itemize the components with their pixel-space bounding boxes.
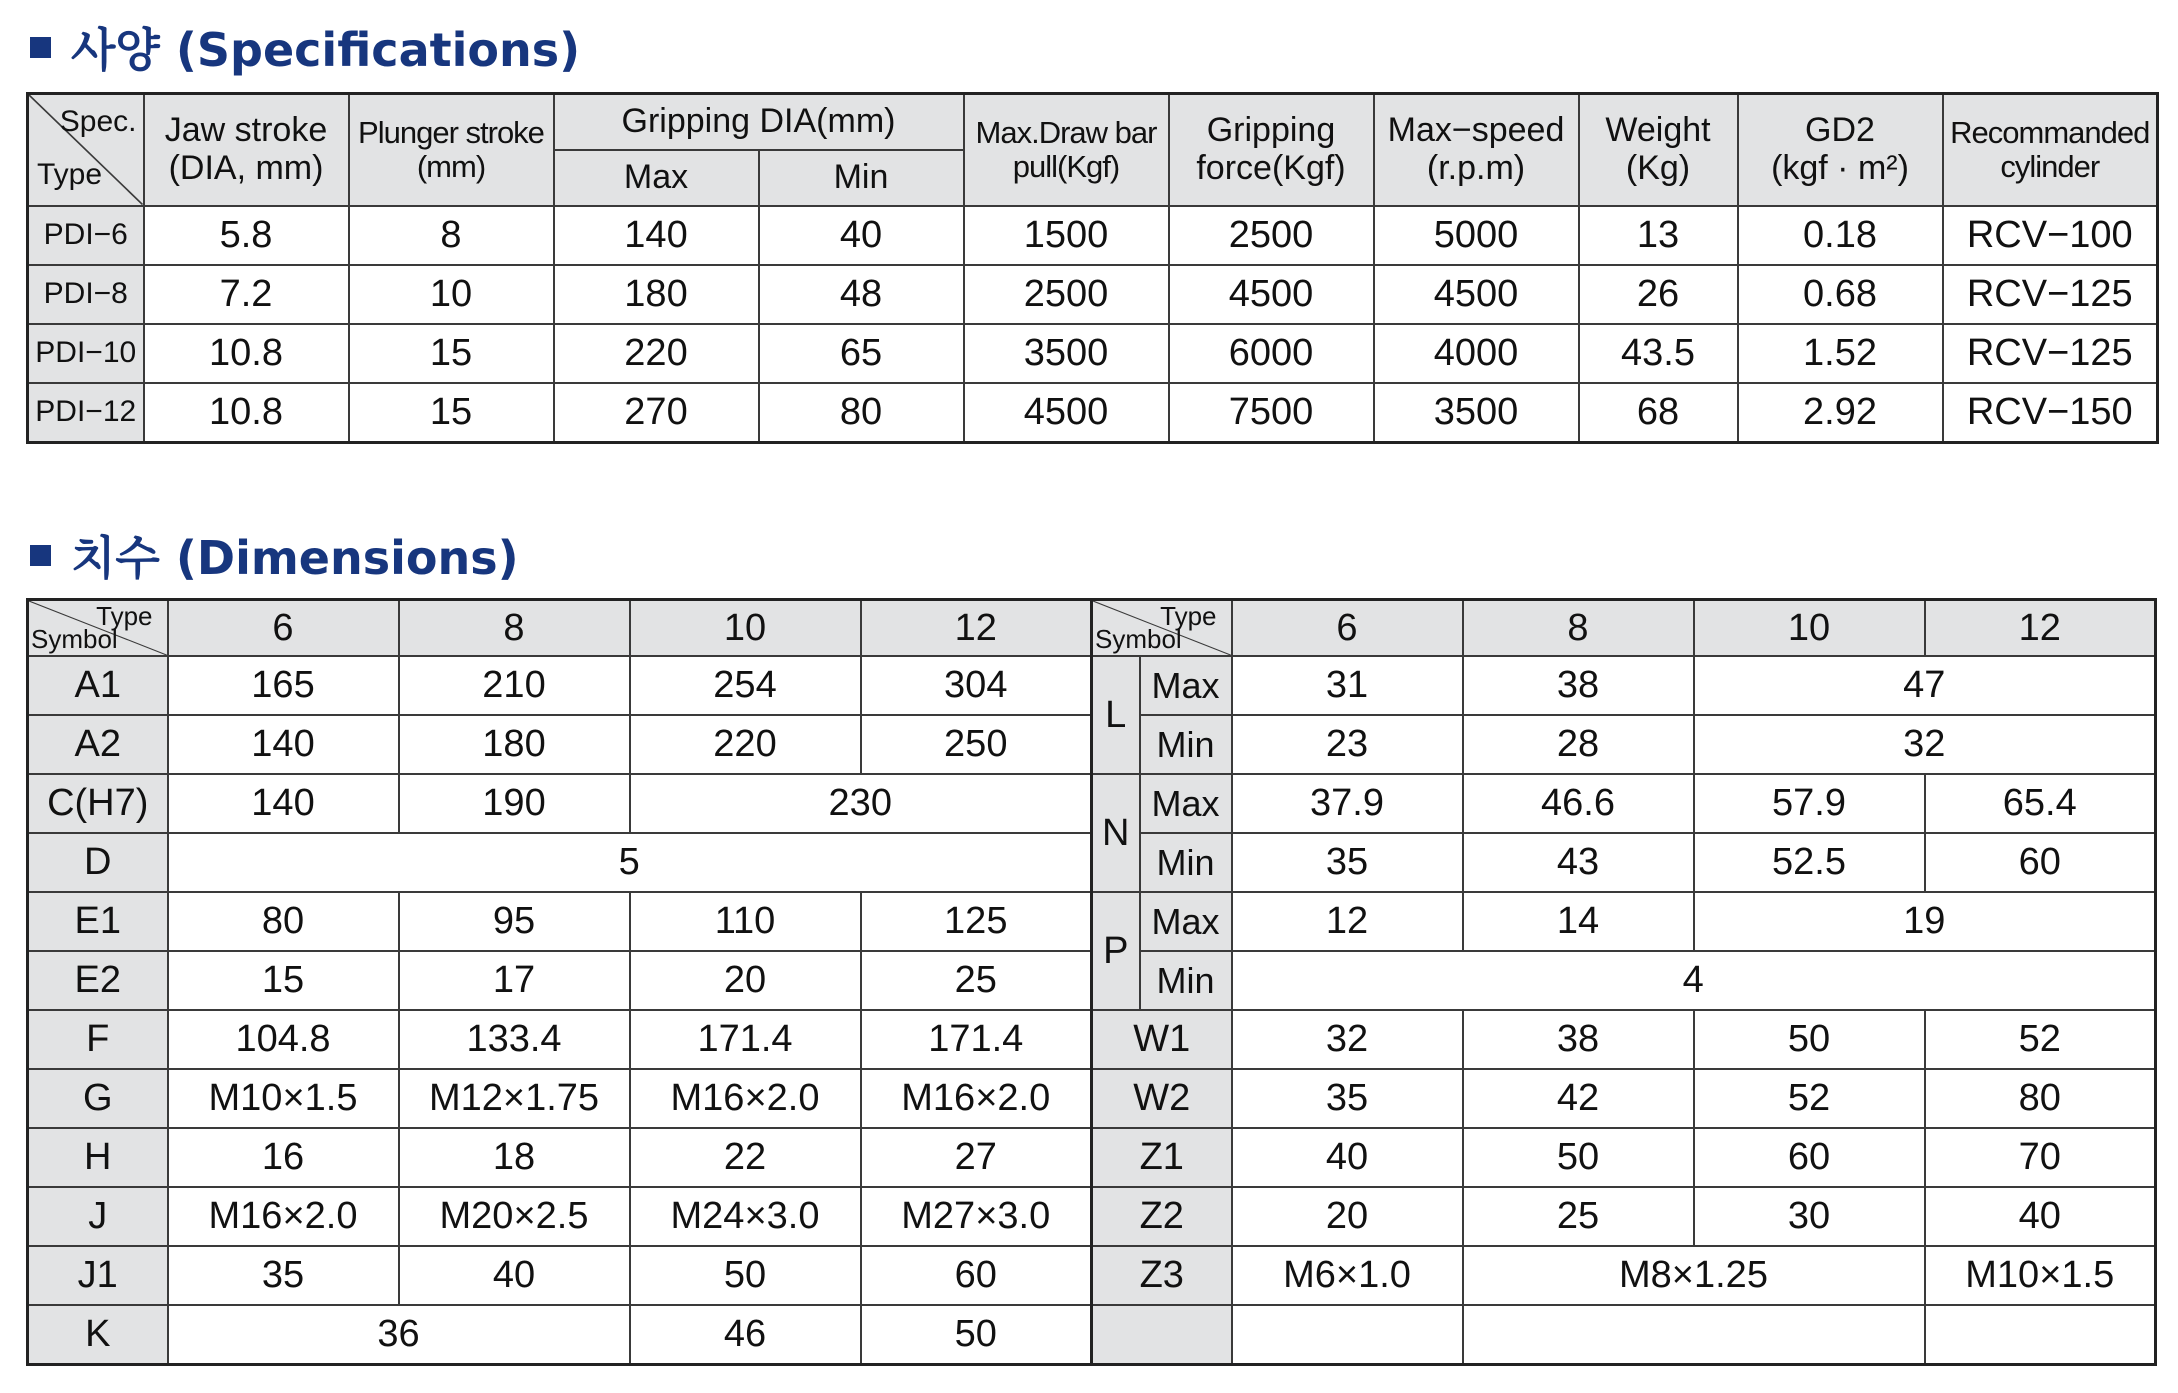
value-cell: M6×1.0: [1232, 1246, 1463, 1305]
dim-row-a1: [28, 656, 1092, 715]
value-cell: 19: [1694, 892, 2156, 951]
type-header-8: 8: [1463, 600, 1694, 657]
value-cell: 70: [1925, 1128, 2156, 1187]
gripping-force-cell: 7500: [1169, 383, 1374, 443]
draw-bar-pull-cell: 2500: [964, 265, 1169, 324]
value-cell: 32: [1232, 1010, 1463, 1069]
gd2-cell: 0.68: [1738, 265, 1943, 324]
dim-row-p-max: [1092, 892, 2156, 951]
value-cell: 20: [1232, 1187, 1463, 1246]
min-label-cell: Min: [1140, 715, 1232, 774]
cylinder-cell: RCV−125: [1943, 324, 2158, 383]
symbol-cell: N: [1092, 774, 1140, 892]
value-cell: 32: [1694, 715, 2156, 774]
value-cell: 25: [1463, 1187, 1694, 1246]
gripping-max-cell: 270: [554, 383, 759, 443]
type-cell: PDI−6: [28, 206, 144, 265]
value-cell: 171.4: [861, 1010, 1092, 1069]
value-cell: 43: [1463, 833, 1694, 892]
dim-row-e2: [28, 951, 1092, 1010]
empty-cell: [1463, 1305, 1925, 1365]
gd2-cell: 1.52: [1738, 324, 1943, 383]
type-corner-label: Type: [1160, 601, 1217, 631]
spec-type-corner-cell: [28, 94, 144, 206]
cylinder-cell: RCV−100: [1943, 206, 2158, 265]
value-cell: 171.4: [630, 1010, 861, 1069]
value-cell: 52: [1925, 1010, 2156, 1069]
cylinder-cell: RCV−150: [1943, 383, 2158, 443]
empty-cell: [1925, 1305, 2156, 1365]
value-cell: 50: [1694, 1010, 1925, 1069]
plunger-stroke-header: Plunger stroke (mm): [349, 94, 554, 206]
symbol-cell: L: [1092, 656, 1140, 774]
gripping-max-header: Max: [554, 150, 759, 206]
max-speed-header: Max−speed (r.p.m): [1374, 94, 1579, 206]
max-label-cell: Max: [1140, 892, 1232, 951]
symbol-cell: W1: [1092, 1010, 1232, 1069]
value-cell: 46: [630, 1305, 861, 1365]
type-header-8: 8: [399, 600, 630, 657]
dim-row-empty: [1092, 1305, 2156, 1365]
value-cell: 254: [630, 656, 861, 715]
draw-bar-pull-cell: 1500: [964, 206, 1169, 265]
draw-bar-pull-cell: 4500: [964, 383, 1169, 443]
dim-row-z2: [1092, 1187, 2156, 1246]
recommended-cylinder-header: Recommanded cylinder: [1943, 94, 2158, 206]
type-cell: PDI−10: [28, 324, 144, 383]
value-cell: 60: [861, 1246, 1092, 1305]
symbol-cell: F: [28, 1010, 168, 1069]
dim-row-w2: [1092, 1069, 2156, 1128]
symbol-cell: E2: [28, 951, 168, 1010]
symbol-cell: Z3: [1092, 1246, 1232, 1305]
symbol-cell: G: [28, 1069, 168, 1128]
max-speed-cell: 4000: [1374, 324, 1579, 383]
value-cell: 104.8: [168, 1010, 399, 1069]
value-cell: 165: [168, 656, 399, 715]
value-cell: 5: [168, 833, 1092, 892]
type-corner-label: Type: [96, 601, 153, 631]
value-cell: 57.9: [1694, 774, 1925, 833]
symbol-cell: C(H7): [28, 774, 168, 833]
max-speed-cell: 5000: [1374, 206, 1579, 265]
dim-row-l-min: [1092, 715, 2156, 774]
dim-row-z1: [1092, 1128, 2156, 1187]
gripping-min-cell: 65: [759, 324, 964, 383]
value-cell: 65.4: [1925, 774, 2156, 833]
dim-row-g: [28, 1069, 1092, 1128]
dimensions-table-right: [1090, 598, 2157, 1366]
value-cell: 35: [168, 1246, 399, 1305]
symbol-cell: H: [28, 1128, 168, 1187]
jaw-stroke-header: Jaw stroke (DIA, mm): [144, 94, 349, 206]
value-cell: 140: [168, 715, 399, 774]
specifications-heading: [30, 14, 580, 80]
weight-header: Weight (Kg): [1579, 94, 1738, 206]
value-cell: 50: [630, 1246, 861, 1305]
draw-bar-pull-header: Max.Draw bar pull(Kgf): [964, 94, 1169, 206]
dim-row-n-max: [1092, 774, 2156, 833]
value-cell: 50: [1463, 1128, 1694, 1187]
dimensions-heading: [30, 522, 519, 588]
spec-row: [28, 383, 2158, 443]
value-cell: M20×2.5: [399, 1187, 630, 1246]
value-cell: 14: [1463, 892, 1694, 951]
value-cell: 38: [1463, 656, 1694, 715]
gripping-force-cell: 4500: [1169, 265, 1374, 324]
value-cell: 60: [1694, 1128, 1925, 1187]
empty-symbol-cell: [1092, 1305, 1232, 1365]
symbol-cell: W2: [1092, 1069, 1232, 1128]
value-cell: 18: [399, 1128, 630, 1187]
jaw-stroke-cell: 7.2: [144, 265, 349, 324]
dim-row-h: [28, 1128, 1092, 1187]
symbol-type-corner-cell: [28, 600, 168, 657]
value-cell: 52.5: [1694, 833, 1925, 892]
value-cell: M16×2.0: [168, 1187, 399, 1246]
type-cell: PDI−8: [28, 265, 144, 324]
dim-row-n-min: [1092, 833, 2156, 892]
symbol-cell: A2: [28, 715, 168, 774]
dim-row-z3: [1092, 1246, 2156, 1305]
value-cell: 35: [1232, 1069, 1463, 1128]
dim-row-j: [28, 1187, 1092, 1246]
gripping-force-header: Gripping force(Kgf): [1169, 94, 1374, 206]
gripping-dia-header: Gripping DIA(mm): [554, 94, 964, 150]
symbol-cell: J1: [28, 1246, 168, 1305]
value-cell: M12×1.75: [399, 1069, 630, 1128]
min-label-cell: Min: [1140, 833, 1232, 892]
dim-row-a2: [28, 715, 1092, 774]
weight-cell: 68: [1579, 383, 1738, 443]
value-cell: 16: [168, 1128, 399, 1187]
max-speed-cell: 3500: [1374, 383, 1579, 443]
plunger-stroke-cell: 15: [349, 324, 554, 383]
weight-cell: 26: [1579, 265, 1738, 324]
gd2-header: GD2 (kgf · m²): [1738, 94, 1943, 206]
max-label-cell: Max: [1140, 774, 1232, 833]
gripping-max-cell: 140: [554, 206, 759, 265]
value-cell: M27×3.0: [861, 1187, 1092, 1246]
dim-row-d: [28, 833, 1092, 892]
plunger-stroke-cell: 15: [349, 383, 554, 443]
spec-row: [28, 206, 2158, 265]
gripping-max-cell: 220: [554, 324, 759, 383]
weight-cell: 43.5: [1579, 324, 1738, 383]
value-cell: 36: [168, 1305, 630, 1365]
value-cell: 133.4: [399, 1010, 630, 1069]
specifications-title: 사양 (Specifications): [71, 23, 581, 77]
value-cell: 17: [399, 951, 630, 1010]
value-cell: 27: [861, 1128, 1092, 1187]
value-cell: 230: [630, 774, 1092, 833]
value-cell: 35: [1232, 833, 1463, 892]
value-cell: 40: [1925, 1187, 2156, 1246]
symbol-corner-label: Symbol: [31, 624, 118, 654]
dim-row-f: [28, 1010, 1092, 1069]
spec-corner-label: Spec.: [59, 105, 137, 138]
jaw-stroke-cell: 10.8: [144, 324, 349, 383]
value-cell: M10×1.5: [168, 1069, 399, 1128]
max-speed-cell: 4500: [1374, 265, 1579, 324]
gripping-force-cell: 2500: [1169, 206, 1374, 265]
dim-row-k: [28, 1305, 1092, 1365]
gd2-cell: 2.92: [1738, 383, 1943, 443]
value-cell: M24×3.0: [630, 1187, 861, 1246]
value-cell: 31: [1232, 656, 1463, 715]
dim-row-l-max: [1092, 656, 2156, 715]
value-cell: 250: [861, 715, 1092, 774]
square-bullet-icon: [30, 545, 51, 566]
gripping-force-cell: 6000: [1169, 324, 1374, 383]
weight-cell: 13: [1579, 206, 1738, 265]
square-bullet-icon: [30, 37, 51, 58]
gd2-cell: 0.18: [1738, 206, 1943, 265]
dim-row-j1: [28, 1246, 1092, 1305]
min-label-cell: Min: [1140, 951, 1232, 1010]
plunger-stroke-cell: 8: [349, 206, 554, 265]
gripping-min-header: Min: [759, 150, 964, 206]
dim-row-e1: [28, 892, 1092, 951]
jaw-stroke-cell: 10.8: [144, 383, 349, 443]
type-header-12: 12: [861, 600, 1092, 657]
value-cell: 28: [1463, 715, 1694, 774]
type-header-6: 6: [168, 600, 399, 657]
symbol-cell: A1: [28, 656, 168, 715]
spec-row: [28, 324, 2158, 383]
type-cell: PDI−12: [28, 383, 144, 443]
value-cell: 304: [861, 656, 1092, 715]
value-cell: 40: [399, 1246, 630, 1305]
value-cell: 20: [630, 951, 861, 1010]
value-cell: 30: [1694, 1187, 1925, 1246]
value-cell: 80: [168, 892, 399, 951]
symbol-cell: J: [28, 1187, 168, 1246]
dim-row-p-min: [1092, 951, 2156, 1010]
value-cell: 110: [630, 892, 861, 951]
value-cell: M16×2.0: [630, 1069, 861, 1128]
spec-row: [28, 265, 2158, 324]
type-header-10: 10: [1694, 600, 1925, 657]
dimensions-title: 치수 (Dimensions): [71, 531, 519, 585]
gripping-min-cell: 40: [759, 206, 964, 265]
dim-row-c: [28, 774, 1092, 833]
value-cell: 22: [630, 1128, 861, 1187]
dimensions-table-left: [26, 598, 1093, 1366]
value-cell: 125: [861, 892, 1092, 951]
value-cell: 80: [1925, 1069, 2156, 1128]
gripping-min-cell: 80: [759, 383, 964, 443]
symbol-cell: K: [28, 1305, 168, 1365]
type-header-12: 12: [1925, 600, 2156, 657]
value-cell: 50: [861, 1305, 1092, 1365]
value-cell: 210: [399, 656, 630, 715]
value-cell: M16×2.0: [861, 1069, 1092, 1128]
symbol-corner-label: Symbol: [1095, 624, 1182, 654]
value-cell: 140: [168, 774, 399, 833]
value-cell: 47: [1694, 656, 2156, 715]
value-cell: 42: [1463, 1069, 1694, 1128]
value-cell: 52: [1694, 1069, 1925, 1128]
value-cell: 95: [399, 892, 630, 951]
type-header-10: 10: [630, 600, 861, 657]
type-corner-label: Type: [37, 157, 103, 191]
symbol-cell: P: [1092, 892, 1140, 1010]
value-cell: 40: [1232, 1128, 1463, 1187]
draw-bar-pull-cell: 3500: [964, 324, 1169, 383]
dim-row-w1: [1092, 1010, 2156, 1069]
value-cell: 25: [861, 951, 1092, 1010]
value-cell: 37.9: [1232, 774, 1463, 833]
value-cell: 12: [1232, 892, 1463, 951]
max-label-cell: Max: [1140, 656, 1232, 715]
symbol-cell: D: [28, 833, 168, 892]
specifications-table: [26, 92, 2159, 444]
empty-cell: [1232, 1305, 1463, 1365]
cylinder-cell: RCV−125: [1943, 265, 2158, 324]
value-cell: 4: [1232, 951, 2156, 1010]
value-cell: 23: [1232, 715, 1463, 774]
value-cell: M8×1.25: [1463, 1246, 1925, 1305]
value-cell: 190: [399, 774, 630, 833]
gripping-max-cell: 180: [554, 265, 759, 324]
symbol-cell: Z2: [1092, 1187, 1232, 1246]
value-cell: 46.6: [1463, 774, 1694, 833]
plunger-stroke-cell: 10: [349, 265, 554, 324]
gripping-min-cell: 48: [759, 265, 964, 324]
symbol-cell: E1: [28, 892, 168, 951]
value-cell: 60: [1925, 833, 2156, 892]
type-header-6: 6: [1232, 600, 1463, 657]
symbol-cell: Z1: [1092, 1128, 1232, 1187]
value-cell: 38: [1463, 1010, 1694, 1069]
jaw-stroke-cell: 5.8: [144, 206, 349, 265]
value-cell: 15: [168, 951, 399, 1010]
value-cell: M10×1.5: [1925, 1246, 2156, 1305]
symbol-type-corner-cell: [1092, 600, 1232, 657]
value-cell: 220: [630, 715, 861, 774]
value-cell: 180: [399, 715, 630, 774]
